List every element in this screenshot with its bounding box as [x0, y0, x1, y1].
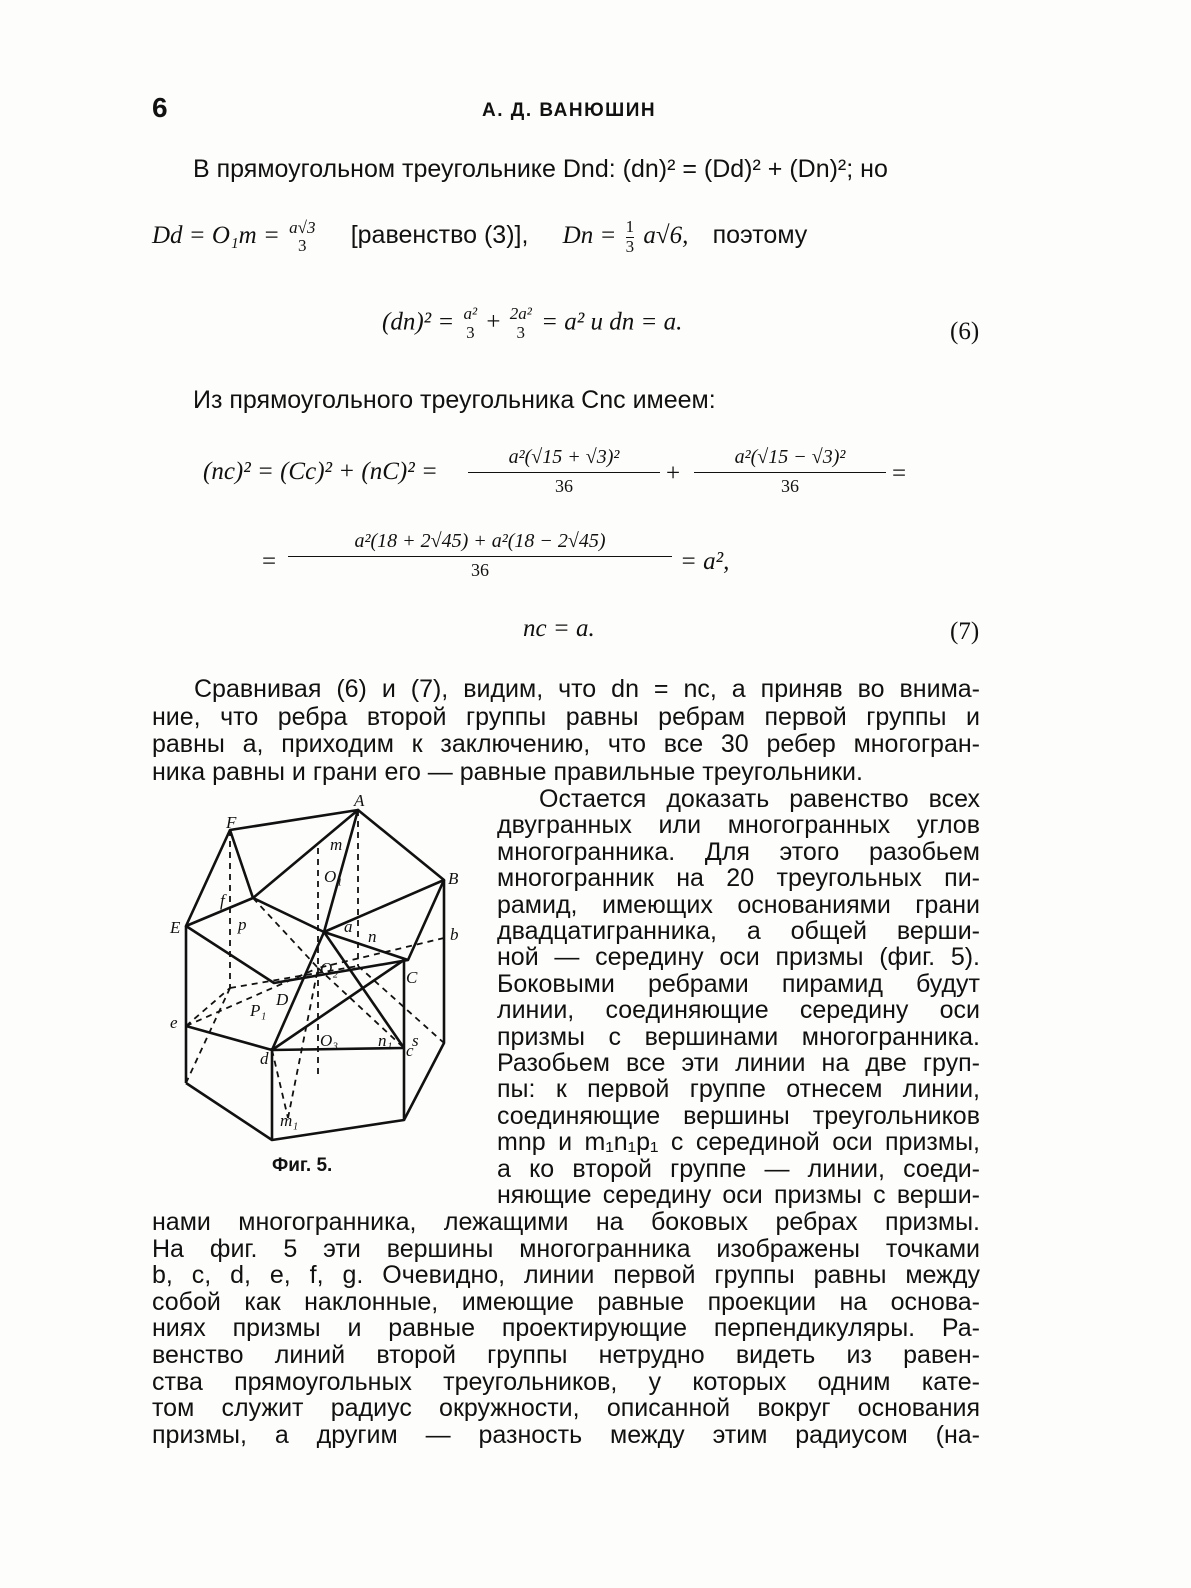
label-n1: n₁: [378, 1031, 393, 1050]
fraction-one-third: [626, 218, 635, 256]
equation-reference: [равенство (3)],: [350, 220, 529, 249]
pyramid-edge: [272, 1050, 288, 1118]
hidden-edge: [230, 966, 358, 988]
fraction-numerator: a²: [463, 304, 478, 323]
formula-dn-right: a√6,: [643, 221, 689, 249]
paragraph-1: [152, 676, 980, 786]
fraction-numerator: 1: [625, 217, 635, 236]
equation-6: [382, 305, 682, 342]
label-E: E: [170, 918, 181, 937]
polyhedron-edge: [253, 898, 324, 932]
label-e: e: [170, 1013, 178, 1032]
label-a: a: [344, 917, 353, 936]
equation-6-left: (dn)² =: [382, 308, 461, 336]
label-F: F: [226, 813, 237, 832]
equation-result: = a²,: [680, 548, 730, 575]
prism-edge-right: [404, 880, 444, 1120]
text-line: том служит радиус окружности, описанной вокруг основания: [152, 1394, 980, 1423]
equation-nc-left: (nc)² = (Cc)² + (nC)² =: [203, 458, 438, 485]
text-line: призмы с вершинами многогранника.: [497, 1022, 980, 1051]
text-line: ства прямоугольных треугольников, у которых одним кате-: [152, 1367, 980, 1396]
text-line: няющие середину оси призмы с верши-: [497, 1181, 980, 1210]
fraction-denominator: 3: [516, 322, 526, 342]
label-A: A: [354, 791, 365, 810]
fraction-bar: [288, 556, 672, 557]
text-line-cnc: Из прямоугольного треугольника Cnc имеем:: [193, 386, 716, 414]
text-line: ние, что ребра второй группы равны ребрам первой группы и: [152, 702, 980, 731]
text-line: двугранных или многогранных углов: [497, 811, 980, 840]
text-line: mnp и m₁n₁p₁ с серединой оси призмы,: [497, 1128, 980, 1157]
text-line: Разобьем все эти линии на две груп-: [497, 1049, 980, 1078]
fraction-denominator: 3: [625, 236, 635, 256]
word-therefore: поэтому: [712, 220, 808, 249]
equation-number-7: (7): [950, 618, 980, 645]
equation-7: nc = a.: [523, 615, 595, 642]
label-p: p: [238, 915, 247, 934]
fraction-numerator: a²(18 + 2√45) + a²(18 − 2√45): [354, 530, 606, 552]
label-d: d: [260, 1049, 269, 1068]
fraction-denominator: 36: [781, 476, 799, 496]
text-line: Боковыми ребрами пирамид будут: [497, 969, 980, 998]
text-line: Сравнивая (6) и (7), видим, что dn = nc, а приняв во внима-: [194, 675, 980, 703]
text-line: На фиг. 5 эти вершины многогранника изображены точками: [152, 1234, 980, 1263]
fraction-denominator: 36: [555, 476, 573, 496]
text-line: Остается доказать равенство всех: [539, 785, 980, 813]
pyramid-edge: [288, 968, 318, 1118]
text-line: венство линий второй группы нетрудно видеть из равен-: [152, 1340, 980, 1369]
equals-sign: =: [262, 548, 277, 575]
fraction-denominator: 36: [471, 560, 489, 580]
label-b: b: [450, 925, 459, 944]
text-line: многогранника. Для этого разобьем: [497, 837, 980, 866]
plus-sign: +: [666, 460, 681, 487]
label-D: D: [276, 990, 289, 1009]
equation-6-right: = a² и dn = a.: [541, 308, 683, 336]
formula-dd-line: [152, 218, 807, 256]
text-line: ника равны и грани его — равные правильные треугольники.: [152, 757, 863, 786]
fraction-bar: [694, 472, 886, 473]
running-head: А. Д. ВАНЮШИН: [482, 100, 657, 121]
label-O2: O₂: [320, 959, 339, 978]
label-c: c: [406, 1041, 414, 1060]
text-line: линии, соединяющие середину оси: [497, 996, 980, 1025]
figure-5-polyhedron: [168, 788, 468, 1158]
label-m: m: [330, 835, 343, 854]
label-O3: O₃: [320, 1031, 339, 1050]
fraction-nc-term-2: [694, 446, 886, 497]
text-line: призмы, а другим — разность между этим радиусом (на-: [152, 1420, 980, 1449]
text-line: соединяющие вершины треугольников: [497, 1101, 980, 1130]
fraction-denominator: 3: [466, 322, 475, 342]
text-line: равны a, приходим к заключению, что все 30 ребер многогран-: [152, 730, 980, 758]
label-s: s: [412, 1031, 419, 1050]
fraction-a2-over-3: [464, 305, 478, 342]
fraction-numerator: a√3: [289, 217, 316, 237]
label-m1: m₁: [280, 1111, 299, 1130]
text-line: многогранник на 20 треугольных пи-: [497, 864, 980, 893]
text-line: ной — середину оси призмы (фиг. 5).: [497, 943, 980, 972]
text-line: нами многогранника, лежащими на боковых ребрах призмы.: [152, 1208, 980, 1236]
text-line: пы: к первой группе отнесем линии,: [497, 1075, 980, 1104]
paragraph-2-narrow: [497, 786, 980, 1209]
fraction-numerator: 2a²: [509, 304, 532, 323]
fraction-nc-term-1: [468, 446, 660, 497]
label-P1: P₁: [250, 1001, 267, 1020]
polyhedron-edges-mid: [186, 960, 404, 1050]
label-B: B: [448, 869, 459, 888]
label-C: C: [406, 968, 418, 987]
figure-caption: Фиг. 5.: [272, 1155, 333, 1176]
hidden-edge: [358, 966, 444, 1043]
text-line: ниях призмы и равные проектирующие перпендикуляры. Ра-: [152, 1314, 980, 1343]
fraction-denominator: 3: [298, 236, 307, 256]
equals-sign: =: [892, 460, 907, 487]
label-f: f: [220, 891, 225, 910]
text-line: рамид, имеющих основаниями грани: [497, 890, 980, 919]
formula-dn-left: Dn =: [562, 221, 623, 249]
text-line: двадцатигранника, а общей верши-: [497, 917, 980, 946]
polyhedron-edge: [324, 880, 444, 932]
paragraph-2-wide: [152, 1209, 980, 1448]
text-line: собой как наклонные, имеющие равные проекции на основа-: [152, 1287, 980, 1316]
pyramid-edge: [186, 988, 230, 1026]
fraction-numerator: a²(√15 − √3)²: [734, 446, 846, 468]
formula-dd-left: Dd = O₁m =: [152, 221, 287, 249]
plus-sign: +: [486, 308, 501, 336]
fraction-bar: [468, 472, 660, 473]
fraction-nc-sum: [288, 530, 672, 581]
page-number: 6: [152, 92, 168, 123]
fraction-numerator: a²(√15 + √3)²: [508, 446, 620, 468]
fraction-2a2-over-3: [510, 305, 532, 342]
text-line: а ко второй группе — линии, соеди-: [497, 1154, 980, 1183]
label-n: n: [368, 927, 377, 946]
pyramid-edge: [253, 898, 318, 968]
equation-number-6: (6): [950, 318, 980, 345]
fraction-a-sqrt3-over-3: [289, 219, 315, 256]
text-line: b, c, d, e, f, g. Очевидно, линии первой группы равны между: [152, 1261, 980, 1290]
polyhedron-edge: [230, 830, 253, 898]
text-line-1: В прямоугольном треугольнике Dnd: (dn)² = (Dd)² + (Dn)²; но: [193, 155, 888, 183]
label-O1: O₁: [324, 867, 343, 886]
